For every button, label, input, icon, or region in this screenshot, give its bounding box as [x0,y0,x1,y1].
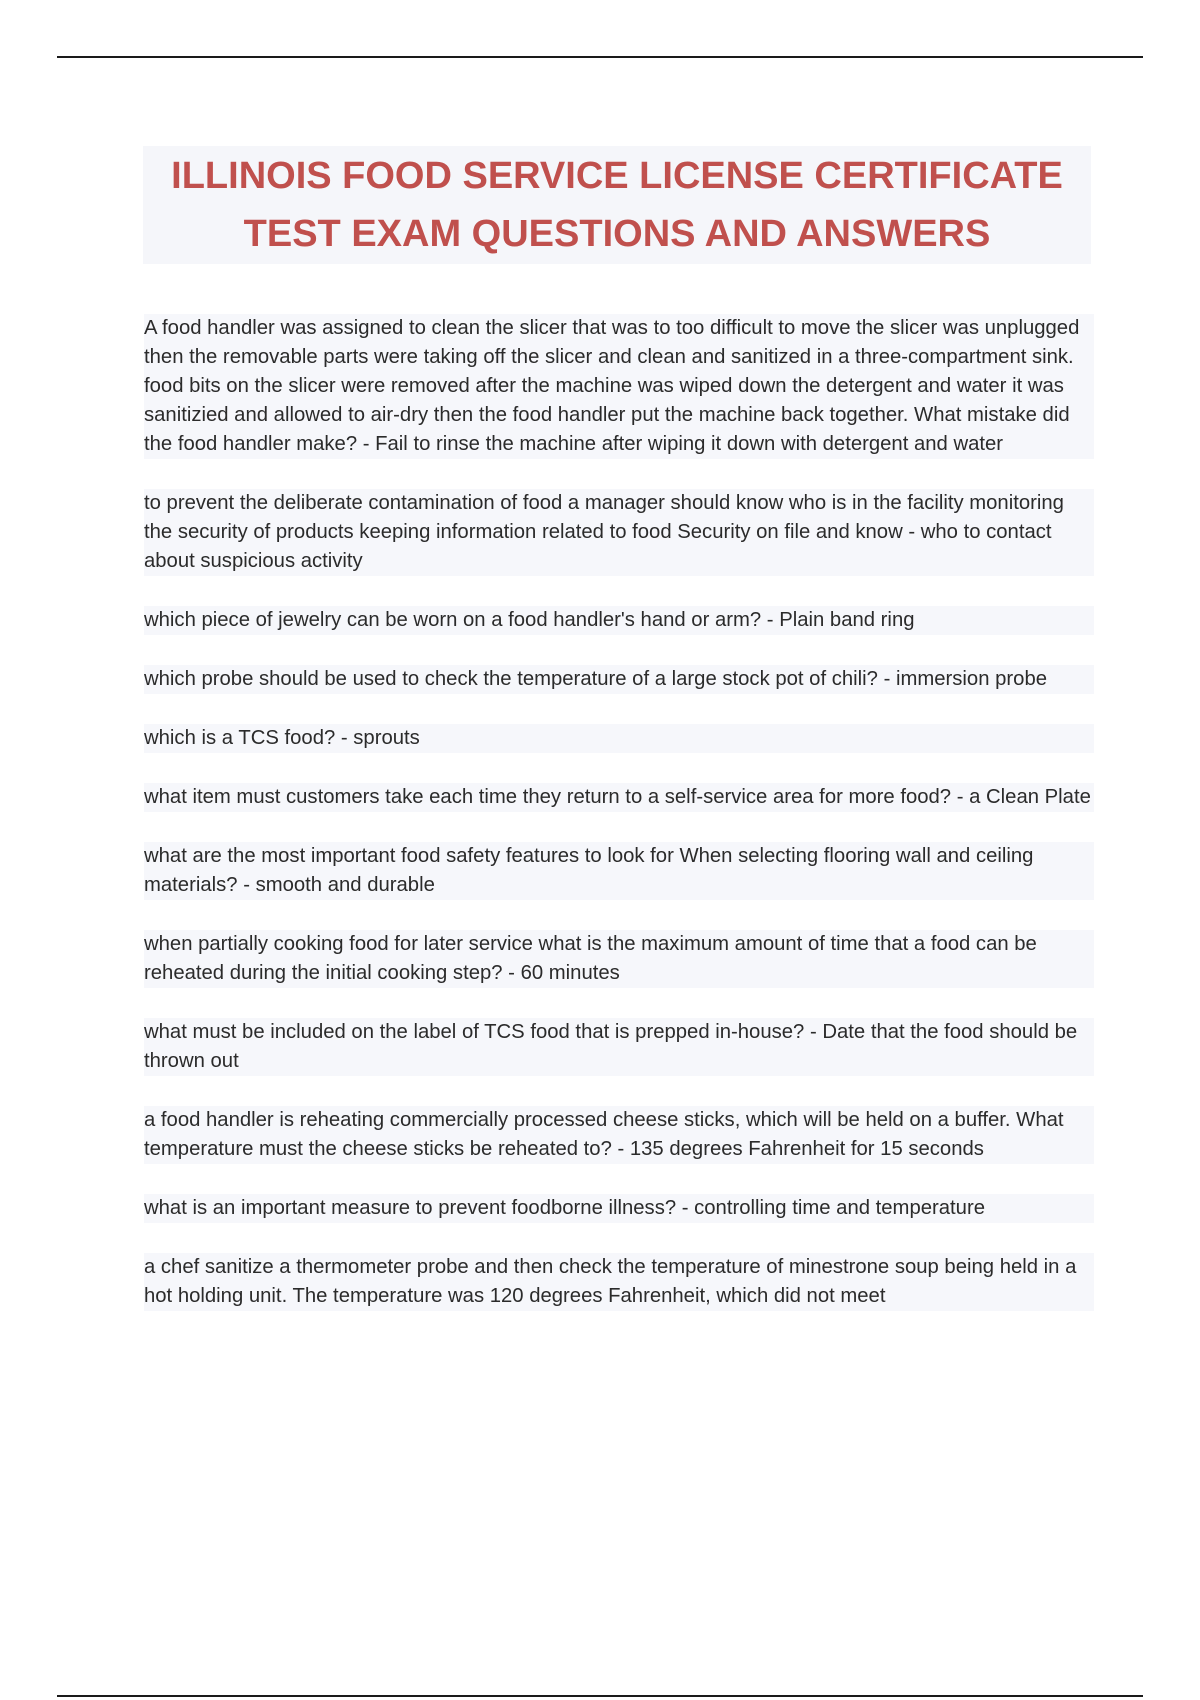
qa-item-9: what must be included on the label of TCS food that is prepped in-house? - Date that the food should be thrown out [144,1018,1094,1076]
qa-list [144,314,1094,1311]
qa-item-10: a food handler is reheating commercially processed cheese sticks, which will be held on a buffer. What temperature must the cheese sticks be reheated to? - 135 degrees Fahrenheit for 15 seconds [144,1106,1094,1164]
qa-item-8: when partially cooking food for later service what is the maximum amount of time that a food can be reheated during the initial cooking step? - 60 minutes [144,930,1094,988]
qa-item-2: to prevent the deliberate contamination of food a manager should know who is in the facility monitoring the security of products keeping information related to food Security on file and know - who to contact about suspicious activity [144,489,1094,576]
document-title-box [143,146,1091,264]
qa-item-7: what are the most important food safety features to look for When selecting flooring wall and ceiling materials? - smooth and durable [144,842,1094,900]
qa-item-6: what item must customers take each time they return to a self-service area for more food? - a Clean Plate [144,783,1094,812]
qa-item-4: which probe should be used to check the temperature of a large stock pot of chili? - immersion probe [144,665,1094,694]
qa-item-1: A food handler was assigned to clean the slicer that was to too difficult to move the slicer was unplugged then the removable parts were taking off the slicer and clean and sanitized in a three-compartment sink. food bits on the slicer were removed after the machine was wiped down the detergent and water it was sanitizied and allowed to air-dry then the food handler put the machine back together. What mistake did the food handler make? - Fail to rinse the machine after wiping it down with detergent and water [144,314,1094,459]
bottom-rule [57,1695,1143,1697]
qa-item-11: what is an important measure to prevent foodborne illness? - controlling time and temperature [144,1194,1094,1223]
top-rule [57,56,1143,58]
document-title-line-1: ILLINOIS FOOD SERVICE LICENSE CERTIFICATE [171,155,1063,197]
document-title-line-2: TEST EXAM QUESTIONS AND ANSWERS [243,213,991,255]
qa-item-3: which piece of jewelry can be worn on a food handler's hand or arm? - Plain band ring [144,606,1094,635]
qa-item-12: a chef sanitize a thermometer probe and then check the temperature of minestrone soup being held in a hot holding unit. The temperature was 120 degrees Fahrenheit, which did not meet [144,1253,1094,1311]
qa-item-5: which is a TCS food? - sprouts [144,724,1094,753]
